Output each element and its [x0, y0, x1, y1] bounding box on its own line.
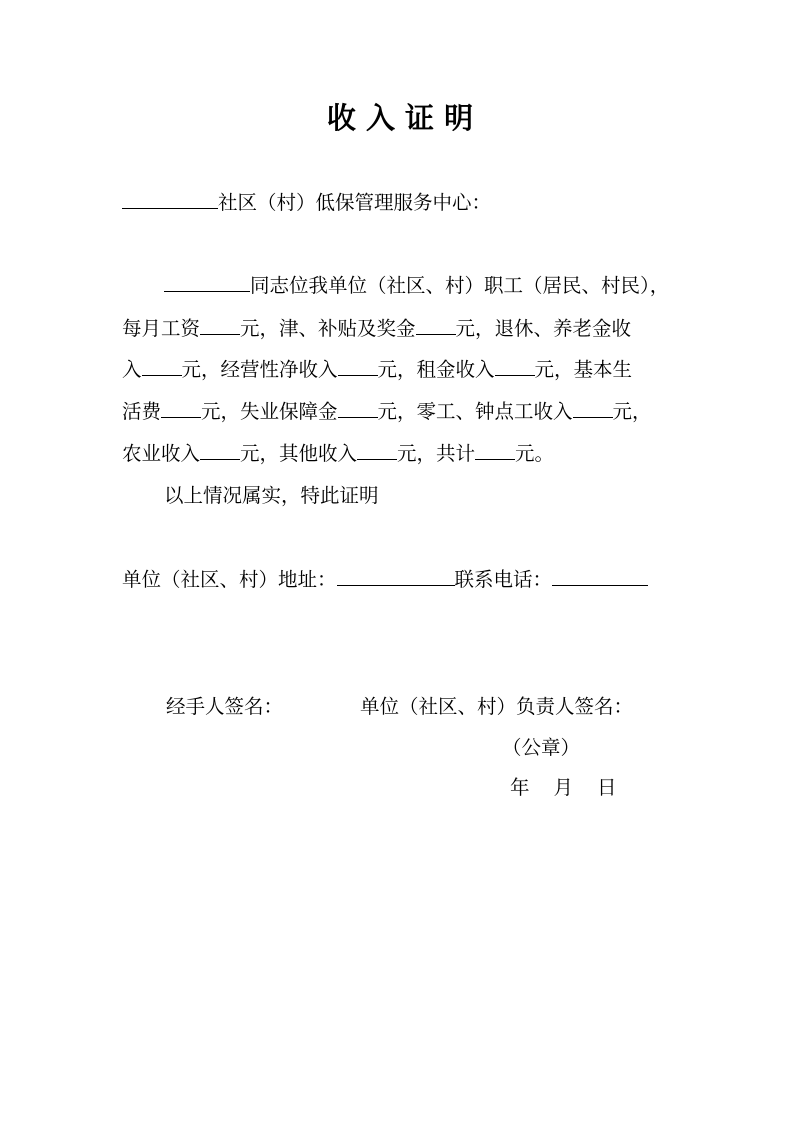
unemployment-blank[interactable] — [338, 398, 378, 418]
rent-income-blank[interactable] — [495, 356, 535, 376]
odd-job-blank[interactable] — [573, 398, 613, 418]
month-label: 月 — [553, 776, 574, 799]
certify-line: 以上情况属实，特此证明 — [164, 484, 379, 507]
leader-signature-label: 单位（社区、村）负责人签名： — [360, 695, 634, 718]
address-blank[interactable] — [337, 566, 455, 586]
body-line-4 — [122, 397, 652, 427]
body-line-2 — [122, 314, 631, 344]
total-label: 元，共计 — [397, 442, 476, 465]
business-income-blank[interactable] — [338, 356, 378, 376]
body-line-1 — [164, 271, 669, 301]
official-seal-label: （公章） — [502, 736, 581, 759]
allowance-blank[interactable] — [416, 315, 456, 335]
basic-living-label-cont: 活费 — [122, 400, 162, 423]
document-title: 收 入 证 明 — [326, 101, 474, 135]
basic-living-blank[interactable] — [161, 398, 201, 418]
pension-label-cont: 入 — [122, 358, 142, 381]
addressee-blank[interactable] — [122, 189, 218, 209]
odd-job-label: 元，零工、钟点工收入 — [377, 400, 573, 423]
phone-blank[interactable] — [552, 566, 648, 586]
addressee-text: 社区（村）低保管理服务中心： — [218, 191, 492, 214]
other-income-label: 元，其他收入 — [240, 442, 358, 465]
agri-income-label: 农业收入 — [122, 442, 201, 465]
day-label: 日 — [597, 776, 617, 799]
allowance-label: 元，津、补贴及奖金 — [240, 317, 416, 340]
pension-label: 元，退休、养老金收 — [455, 317, 632, 340]
addressee-line — [122, 188, 491, 218]
other-income-blank[interactable] — [357, 440, 397, 460]
year-label: 年 — [510, 776, 530, 799]
contact-line — [122, 565, 648, 595]
date-line — [510, 773, 617, 803]
agri-income-blank[interactable] — [200, 440, 240, 460]
total-blank[interactable] — [475, 440, 515, 460]
rent-income-label: 元，租金收入 — [377, 358, 495, 381]
body-line-3 — [122, 355, 632, 385]
basic-living-label: 元，基本生 — [534, 358, 633, 381]
salary-label: 每月工资 — [122, 317, 201, 340]
odd-job-unit: 元， — [612, 400, 652, 423]
unemployment-label: 元，失业保障金 — [201, 400, 338, 423]
body-text-1: 同志位我单位（社区、村）职工（居民、村民）， — [250, 274, 670, 297]
body-line-5 — [122, 439, 554, 469]
phone-label: 联系电话： — [454, 568, 553, 591]
pension-blank[interactable] — [142, 356, 182, 376]
salary-blank[interactable] — [200, 315, 240, 335]
name-blank[interactable] — [164, 272, 250, 292]
handler-signature-label: 经手人签名： — [166, 695, 284, 718]
address-label: 单位（社区、村）地址： — [122, 568, 337, 591]
total-unit: 元。 — [515, 442, 555, 465]
business-income-label: 元，经营性净收入 — [181, 358, 338, 381]
